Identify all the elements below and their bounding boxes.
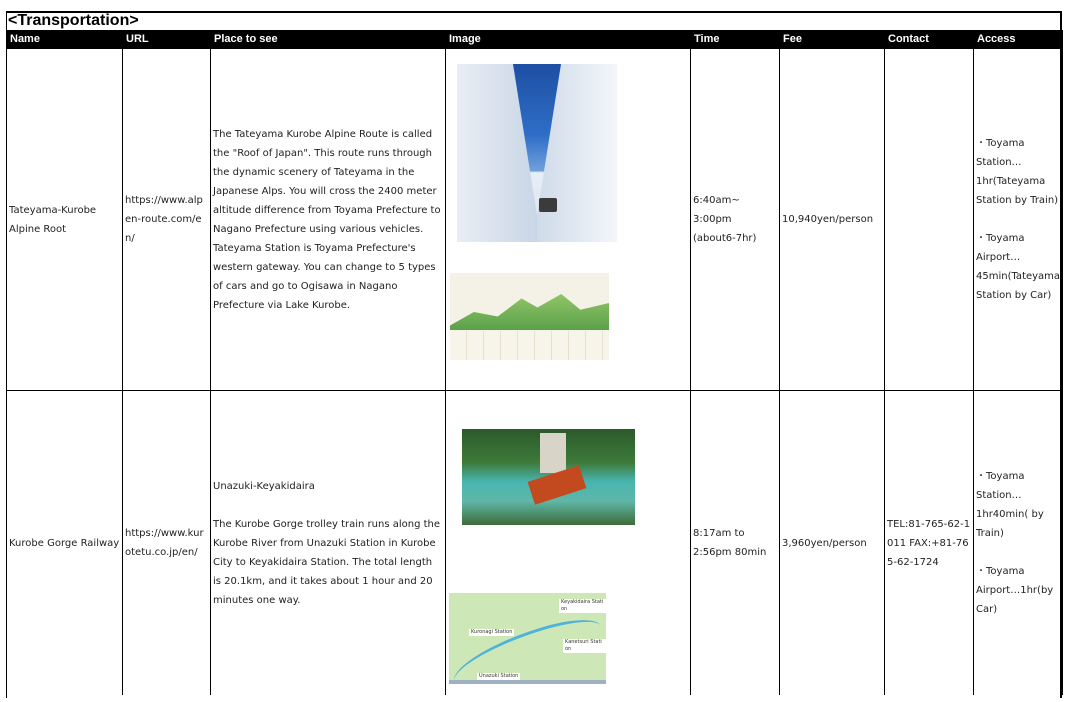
cell-fee: 10,940yen/person: [780, 49, 885, 391]
cell-place: [211, 391, 446, 696]
cell-image: [446, 391, 691, 696]
cell-image: [446, 49, 691, 391]
map-label: Kuronagi Station: [471, 629, 513, 635]
cell-access: [974, 49, 1063, 391]
cell-time: 8:17am to 2:56pm 80min: [691, 391, 780, 696]
place-paragraph: Unazuki-Keyakidaira: [213, 480, 315, 492]
col-header-place: Place to see: [211, 30, 446, 49]
trolley-train-photo: [462, 429, 635, 525]
place-paragraph: The Kurobe Gorge trolley train runs along the Kurobe River from Unazuki Station in Kurobe City to Keyakidaira Station. The total length is 20.1km, and it takes about 1 hour and 20 minutes one way.: [213, 518, 441, 606]
cell-contact: TEL:81-765-62-1011 FAX:+81-765-62-1724: [885, 391, 974, 696]
cell-fee: 3,960yen/person: [780, 391, 885, 696]
col-header-image: Image: [446, 30, 691, 49]
alpine-route-diagram: [450, 273, 609, 360]
snow-wall-photo: [457, 64, 617, 242]
table-row: [7, 391, 1063, 696]
col-header-access: Access: [974, 30, 1063, 49]
access-line: ・Toyama Airport… 45min(Tateyama Station by Car): [976, 233, 1061, 301]
map-label: Keyakidaira Station: [559, 599, 606, 613]
place-paragraph: The Tateyama Kurobe Alpine Route is called the "Roof of Japan". This route runs through the dynamic scenery of Tateyama in the Japanese Alps. You will cross the 2400 meter altitude difference from Toyama Prefecture to Nagano Prefecture using various vehicles.: [213, 128, 441, 235]
access-line: ・Toyama Airport…1hr(by Car): [976, 566, 1054, 615]
cell-name: Kurobe Gorge Railway: [7, 391, 123, 696]
header-row: [7, 30, 1063, 49]
col-header-name: Name: [7, 30, 123, 49]
cell-url[interactable]: https://www.alpen-route.com/en/: [123, 49, 211, 391]
access-line: ・Toyama Station… 1hr40min( by Train): [976, 471, 1044, 539]
access-line: ・Toyama Station… 1hr(Tateyama Station by Train): [976, 138, 1059, 206]
train-icon: [528, 465, 587, 505]
col-header-url: URL: [123, 30, 211, 49]
map-label: Kanetsuri Station: [563, 639, 606, 653]
page-title: <Transportation>: [8, 12, 139, 29]
col-header-fee: Fee: [780, 30, 885, 49]
place-paragraph: Tateyama Station is Toyama Prefecture's western gateway. You can change to 5 types of cars and go to Ogisawa in Nagano Prefecture via Lake Kurobe.: [213, 242, 436, 311]
cell-name: Tateyama-Kurobe Alpine Root: [7, 49, 123, 391]
bus-icon: [539, 198, 557, 212]
col-header-contact: Contact: [885, 30, 974, 49]
col-header-time: Time: [691, 30, 780, 49]
cell-place: [211, 49, 446, 391]
cell-url[interactable]: https://www.kurotetu.co.jp/en/: [123, 391, 211, 696]
cell-contact: [885, 49, 974, 391]
table-row: [7, 49, 1063, 391]
transport-table: [6, 30, 1063, 695]
gorge-map: [449, 593, 606, 684]
cell-access: [974, 391, 1063, 696]
cell-time: 6:40am~ 3:00pm (about6-7hr): [691, 49, 780, 391]
map-label: Unazuki Station: [479, 673, 519, 679]
